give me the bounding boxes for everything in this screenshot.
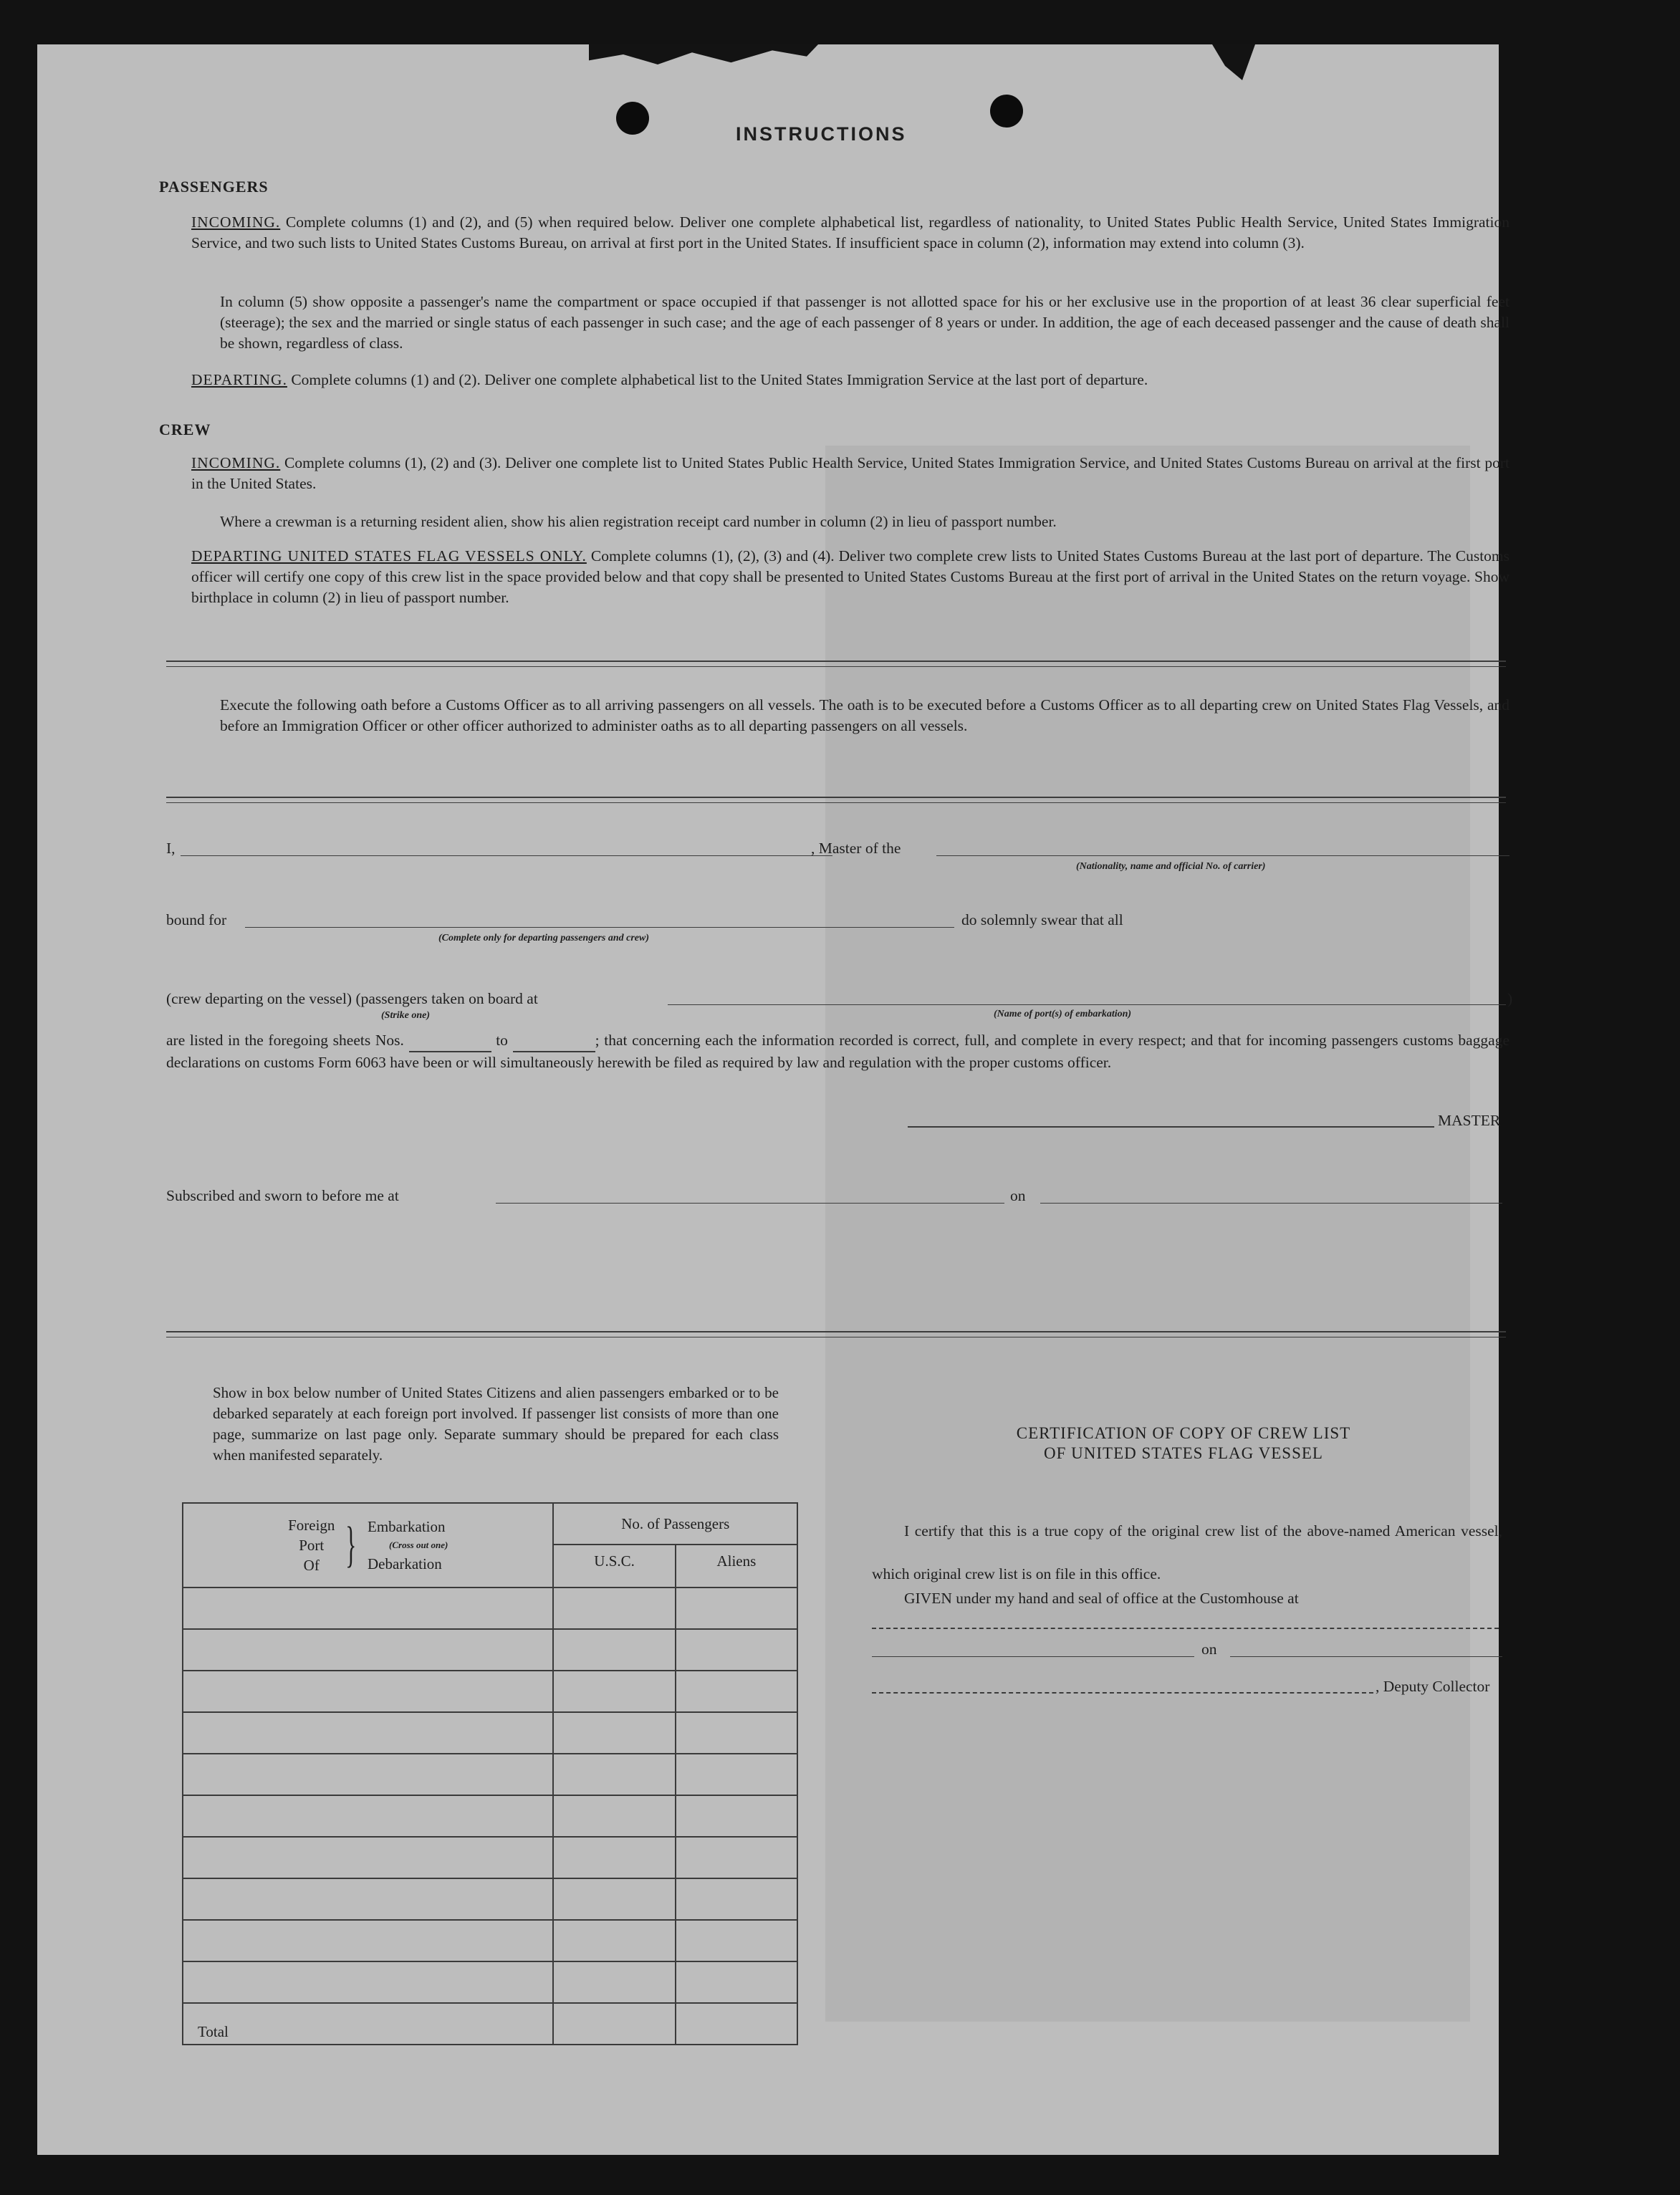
sheets-statement [166, 1030, 1509, 1073]
given-date-field[interactable] [1230, 1656, 1502, 1657]
deputy-collector-label: , Deputy Collector [1376, 1678, 1490, 1695]
certification-title-line2: OF UNITED STATES FLAG VESSEL [1044, 1444, 1323, 1462]
document-page [37, 44, 1513, 2155]
carrier-field[interactable] [936, 855, 1509, 856]
port-cell[interactable] [183, 1961, 553, 2003]
summary-row [183, 1754, 797, 1795]
port-cell[interactable] [183, 1920, 553, 1961]
port-header [183, 1503, 553, 1588]
sheet-from-field[interactable] [409, 1030, 491, 1052]
crew-departing [191, 546, 1509, 608]
usc-cell[interactable] [553, 1878, 675, 1920]
foreign-label: Foreign [288, 1517, 335, 1534]
summary-row [183, 1671, 797, 1712]
crew-incoming-text: Complete columns (1), (2) and (3). Deliver one complete list to United States Public Health Service, United States Immigration Service, and United States Customs Bureau on arrival at the first port in the United States. [191, 454, 1509, 492]
divider-rule [166, 802, 1506, 803]
usc-cell[interactable] [553, 1754, 675, 1795]
master-name-field[interactable] [181, 855, 832, 856]
customhouse-field[interactable] [872, 1628, 1499, 1629]
summary-row [183, 1588, 797, 1629]
deputy-signature-field[interactable] [872, 1692, 1373, 1694]
port-cell[interactable] [183, 1795, 553, 1837]
passengers-incoming-text: Complete columns (1) and (2), and (5) when required below. Deliver one complete alphabetical list, regardless of nationality, to United States Public Health Service, United States Immigration Service, and two such lists to United States Customs Bureau, on arrival at first port in the United States. If insufficient space in column (2), information may extend into column (3). [191, 213, 1509, 251]
usc-cell[interactable] [553, 1671, 675, 1712]
summary-row [183, 1920, 797, 1961]
punch-hole-left [616, 102, 649, 135]
usc-cell[interactable] [553, 1588, 675, 1629]
passenger-summary-table [182, 1502, 798, 2045]
passengers-header [553, 1503, 797, 1588]
summary-row [183, 1629, 797, 1671]
sworn-on-label: on [1010, 1187, 1026, 1204]
certification-on-label: on [1201, 1641, 1217, 1658]
usc-cell[interactable] [553, 1961, 675, 2003]
master-of-label: , Master of the [811, 840, 901, 857]
summary-instructions: Show in box below number of United States Citizens and alien passengers embarked or to be debarked separately at each foreign port involved. If passenger list consists of more than one page, summarize on last page only. Separate summary should be prepared for each class when manifested separately. [213, 1384, 779, 1464]
aliens-cell[interactable] [676, 1712, 797, 1754]
swear-label: do solemnly swear that all [961, 911, 1123, 928]
crew-incoming-label: INCOMING. [191, 454, 281, 471]
passengers-incoming [191, 212, 1509, 254]
total-label: Total [183, 2003, 553, 2045]
strike-note: (Strike one) [381, 1010, 431, 1021]
crew-departing-label: (crew departing on the vessel) [166, 990, 352, 1007]
port-cell[interactable] [183, 1837, 553, 1878]
aliens-cell[interactable] [676, 1588, 797, 1629]
port-cell[interactable] [183, 1712, 553, 1754]
bound-for-field[interactable] [245, 927, 954, 928]
port-cell[interactable] [183, 1629, 553, 1671]
aliens-cell[interactable] [676, 1754, 797, 1795]
no-of-passengers: No. of Passengers [554, 1504, 797, 1545]
of-label: Of [303, 1557, 320, 1574]
total-aliens-cell[interactable] [676, 2003, 797, 2045]
sheets-text: ; that concerning each the information recorded is correct, full, and complete in every respect; and that for incoming passengers customs baggage declarations on customs Form 6063 have been or will simultaneously herewith be filed as required by law and regulation with the proper customs officer. [166, 1032, 1509, 1071]
crew-departing-option [166, 990, 538, 1008]
certification-given: GIVEN under my hand and seal of office at the Customhouse at [904, 1590, 1299, 1607]
sworn-date-field[interactable] [1040, 1203, 1502, 1204]
subscribed-label: Subscribed and sworn to before me at [166, 1187, 399, 1204]
port-cell[interactable] [183, 1588, 553, 1629]
divider-rule [166, 797, 1506, 798]
given-place-field[interactable] [872, 1656, 1194, 1657]
usc-cell[interactable] [553, 1629, 675, 1671]
passengers-incoming-label: INCOMING. [191, 213, 281, 231]
oath-intro: Execute the following oath before a Customs Officer as to all arriving passengers on all vessels. The oath is to be executed before a Customs Officer as to all departing crew on United States Flag Vessels, and before an Immigration Officer or other officer authorized to administer oaths as to all departing passengers on all vessels. [220, 696, 1509, 734]
embark-debark [368, 1517, 448, 1573]
summary-row [183, 1712, 797, 1754]
close-paren: ) [1507, 990, 1513, 1007]
cross-out-note: (Cross out one) [389, 1540, 448, 1550]
usc-cell[interactable] [553, 1920, 675, 1961]
aliens-cell[interactable] [676, 1629, 797, 1671]
total-row [183, 2003, 797, 2045]
to-label: to [496, 1032, 508, 1049]
passengers-departing [191, 370, 1509, 390]
passengers-column5: In column (5) show opposite a passenger's name the compartment or space occupied if that passenger is not allotted space for his or her exclusive use in the proportion of at least 36 clear superficial feet (steerage); the sex and the married or single status of each passenger in such case; and the age of each passenger of 8 years or under. In addition, the age of each deceased passenger and the cause of death shall be shown, regardless of class. [220, 293, 1509, 352]
sheets-label: are listed in the foregoing sheets Nos. [166, 1032, 404, 1049]
crew-departing-label: DEPARTING UNITED STATES FLAG VESSELS ONLY. [191, 547, 587, 565]
summary-row [183, 1795, 797, 1837]
usc-cell[interactable] [553, 1837, 675, 1878]
aliens-cell[interactable] [676, 1837, 797, 1878]
summary-row [183, 1878, 797, 1920]
summary-row [183, 1961, 797, 2003]
passengers-departing-label: DEPARTING. [191, 371, 287, 388]
sheet-to-field[interactable] [513, 1030, 595, 1052]
usc-cell[interactable] [553, 1712, 675, 1754]
oath-i-label: I, [166, 840, 176, 857]
departing-note: (Complete only for departing passengers and crew) [438, 933, 649, 943]
foreign-port-of [288, 1515, 335, 1575]
port-cell[interactable] [183, 1878, 553, 1920]
certification-title [883, 1423, 1484, 1464]
crew-heading: CREW [159, 421, 211, 438]
punch-hole-right [990, 95, 1023, 128]
master-label: MASTER [1438, 1112, 1501, 1129]
aliens-header: Aliens [716, 1552, 757, 1570]
torn-edge-right [1212, 44, 1255, 80]
crew-alien: Where a crewman is a returning resident alien, show his alien registration receipt card number in column (2) in lieu of passport number. [220, 513, 1057, 530]
torn-edge [589, 44, 818, 64]
summary-row [183, 1837, 797, 1878]
passengers-heading: PASSENGERS [159, 178, 269, 196]
aliens-cell[interactable] [676, 1878, 797, 1920]
crew-departing-text: Complete columns (1), (2), (3) and (4). Deliver two complete crew lists to United States Customs Bureau at the last port of departure. The Customs officer will certify one copy of this crew list in the space provided below and that copy shall be presented to United States Customs Bureau at the first port of arrival in the United States on the return voyage. Show birthplace in column (2) in lieu of passport number. [191, 547, 1510, 606]
usc-header: U.S.C. [554, 1545, 676, 1587]
divider-rule [166, 661, 1506, 662]
brace-glyph: } [345, 1517, 357, 1572]
embarkation-field[interactable] [668, 1004, 1506, 1005]
certification-text: I certify that this is a true copy of the original crew list of the above-named American vessel, which original crew list is on file in this office. [872, 1522, 1502, 1582]
sworn-place-field[interactable] [496, 1203, 1004, 1204]
aliens-cell[interactable] [676, 1961, 797, 2003]
aliens-cell[interactable] [676, 1795, 797, 1837]
certification-title-line1: CERTIFICATION OF COPY OF CREW LIST [1016, 1424, 1351, 1442]
port-cell[interactable] [183, 1671, 553, 1712]
aliens-cell[interactable] [676, 1920, 797, 1961]
divider-rule [166, 1331, 1506, 1332]
aliens-cell[interactable] [676, 1671, 797, 1712]
port-label: Port [299, 1537, 325, 1554]
bound-for-label: bound for [166, 911, 227, 928]
page-title: INSTRUCTIONS [736, 123, 907, 145]
divider-rule [166, 666, 1506, 667]
bleed-through-text [825, 446, 1470, 2022]
total-usc-cell[interactable] [553, 2003, 675, 2045]
passengers-departing-text: Complete columns (1) and (2). Deliver one complete alphabetical list to the United States Immigration Service at the last port of departure. [291, 371, 1148, 388]
embarkation-label: Embarkation [368, 1518, 446, 1535]
carrier-note: (Nationality, name and official No. of carrier) [1076, 861, 1266, 872]
debarkation-label: Debarkation [368, 1555, 442, 1572]
passengers-taken-label: (passengers taken on board at [355, 990, 538, 1007]
master-signature-field[interactable] [908, 1126, 1434, 1128]
usc-cell[interactable] [553, 1795, 675, 1837]
summary-rows [183, 1588, 797, 2003]
crew-incoming [191, 453, 1509, 494]
embarkation-note: (Name of port(s) of embarkation) [994, 1009, 1132, 1019]
port-cell[interactable] [183, 1754, 553, 1795]
